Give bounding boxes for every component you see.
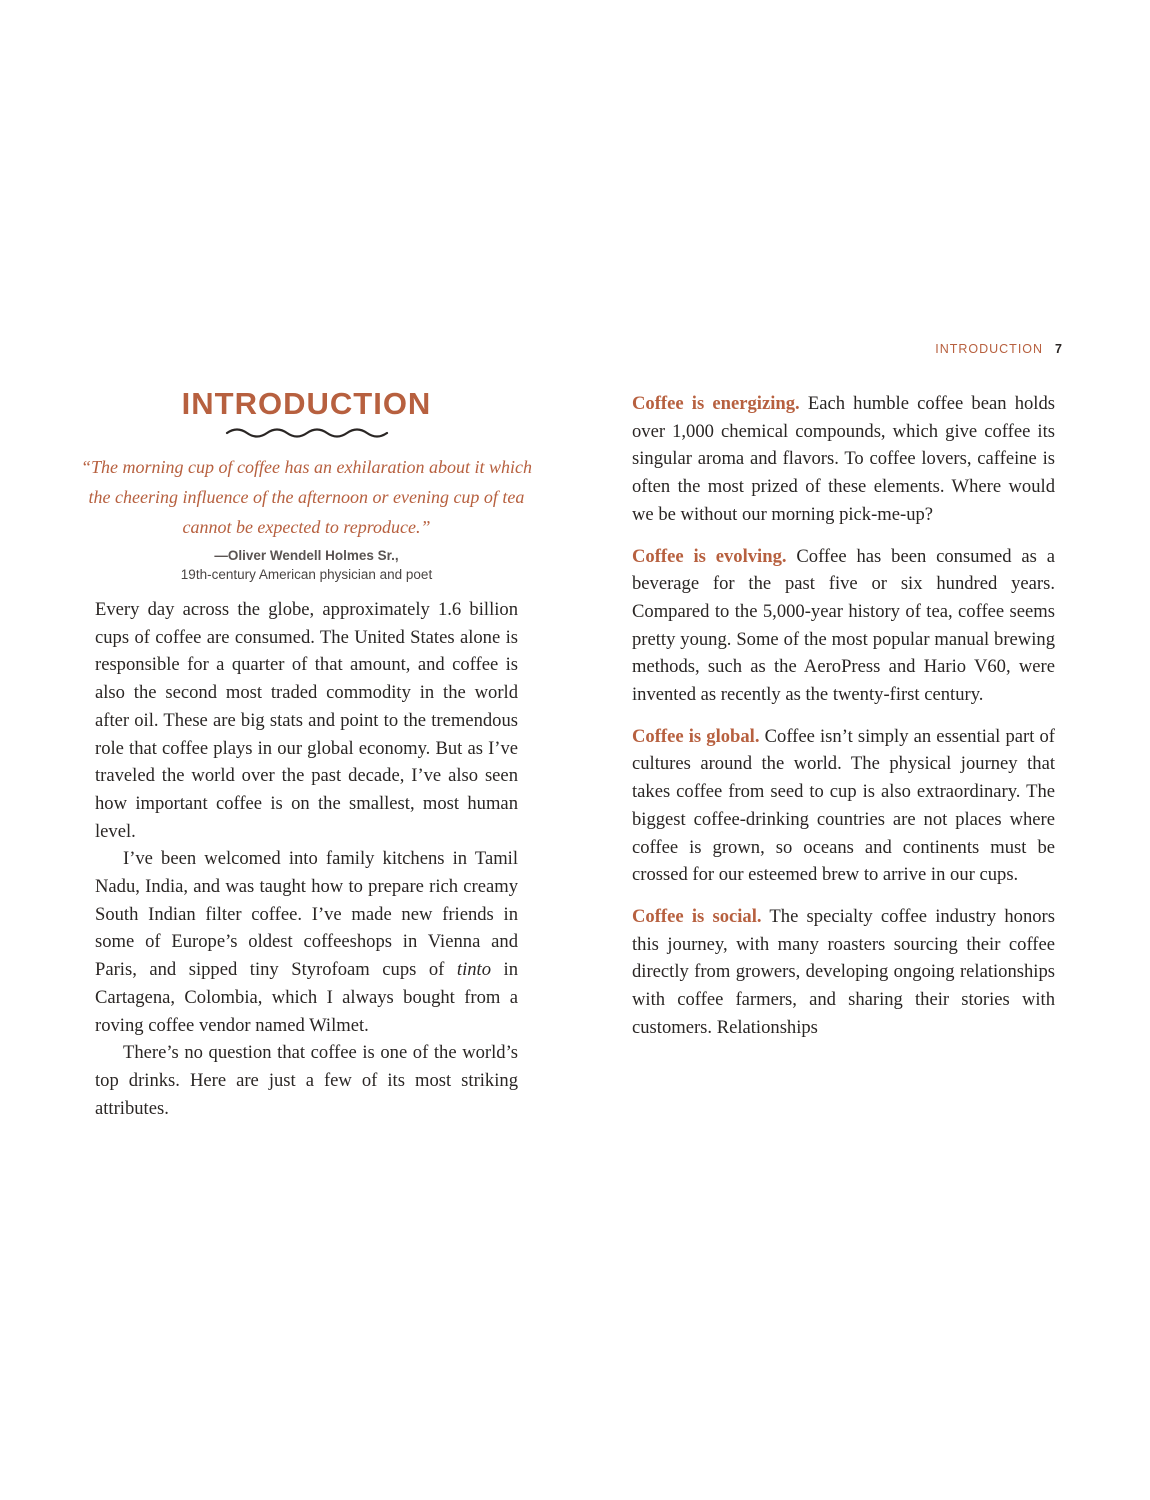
chapter-title: INTRODUCTION — [181, 386, 432, 421]
attribute-lead-evolving: Coffee is evolving. — [632, 545, 787, 567]
intro-paragraph-2-part-a: I’ve been welcomed into family kitchens in Tamil Nadu, India, and was taught how to prepare rich creamy South Indian filter coffee. I’ve made new friends in some of Europe’s oldest coffeeshops in Vienna and Paris, and sipped tiny Styrofoam cups of — [95, 848, 518, 981]
intro-paragraph-2 — [95, 845, 518, 1039]
epigraph-author-description: 19th-century American physician and poet — [180, 567, 433, 582]
epigraph-attribution — [95, 546, 518, 584]
epigraph-author: —Oliver Wendell Holmes Sr., — [214, 548, 399, 563]
attribute-lead-social: Coffee is social. — [632, 905, 762, 927]
attribute-paragraph-global — [632, 723, 1055, 889]
intro-paragraph-3: There’s no question that coffee is one of the world’s top drinks. Here are just a few of its most striking attributes. — [95, 1042, 518, 1119]
attribute-paragraph-social — [632, 903, 1055, 1042]
attribute-paragraph-energizing — [632, 390, 1055, 529]
intro-paragraph-2-part-b: in Cartagena, Colombia, which I always bought from a roving coffee vendor named Wilmet. — [95, 959, 518, 1036]
attribute-text-global: Coffee isn’t simply an essential part of cultures around the world. The physical journey that takes coffee from seed to cup is also extraordinary. The biggest coffee-drinking countries are not places where coffee is grown, so oceans and continents must be crossed for our esteemed brew to arrive in our cups. — [632, 725, 1055, 886]
attribute-text-social: The specialty coffee industry honors this journey, with many roasters sourcing their coffee directly from growers, developing ongoing relationships with coffee farmers, and sharing their stories with customers. Relationships — [632, 905, 1055, 1038]
wave-ornament-icon — [225, 426, 389, 440]
attribute-lead-global: Coffee is global. — [632, 725, 760, 747]
running-header — [935, 342, 1062, 356]
intro-paragraph-2-italic: tinto — [456, 959, 491, 981]
attribute-lead-energizing: Coffee is energizing. — [632, 393, 800, 414]
attribute-paragraph-evolving — [632, 543, 1055, 709]
epigraph-quote: “The morning cup of coffee has an exhilaration about it which the cheering influence of the afternoon or evening cup of tea cannot be expected to reproduce.” — [81, 457, 532, 537]
right-column — [632, 390, 1055, 1055]
attribute-text-energizing: Each humble coffee bean holds over 1,000 chemical compounds, which give coffee its singular aroma and flavors. To coffee lovers, caffeine is often the most prized of these elements. Where would we be without our morning pick-me-up? — [632, 393, 1055, 525]
attribute-text-evolving: Coffee has been consumed as a beverage for the past five or six hundred years. Compared to the 5,000-year history of tea, coffee seems pretty young. Some of the most popular manual brewing methods, such as the AeroPress and Hario V60, were invented as recently as the twenty-first century. — [632, 545, 1055, 706]
running-header-section: INTRODUCTION — [935, 342, 1044, 356]
page-number: 7 — [1055, 342, 1062, 356]
intro-paragraph-1: Every day across the globe, approximately 1.6 billion cups of coffee are consumed. The United States alone is responsible for a quarter of that amount, and coffee is also the second most traded commodity in the world after oil. These are big stats and point to the tremendous role that coffee plays in our global economy. But as I’ve traveled the world over the past decade, I’ve also seen how important coffee is on the smallest, most human level. — [95, 599, 518, 842]
left-column — [81, 385, 532, 1122]
